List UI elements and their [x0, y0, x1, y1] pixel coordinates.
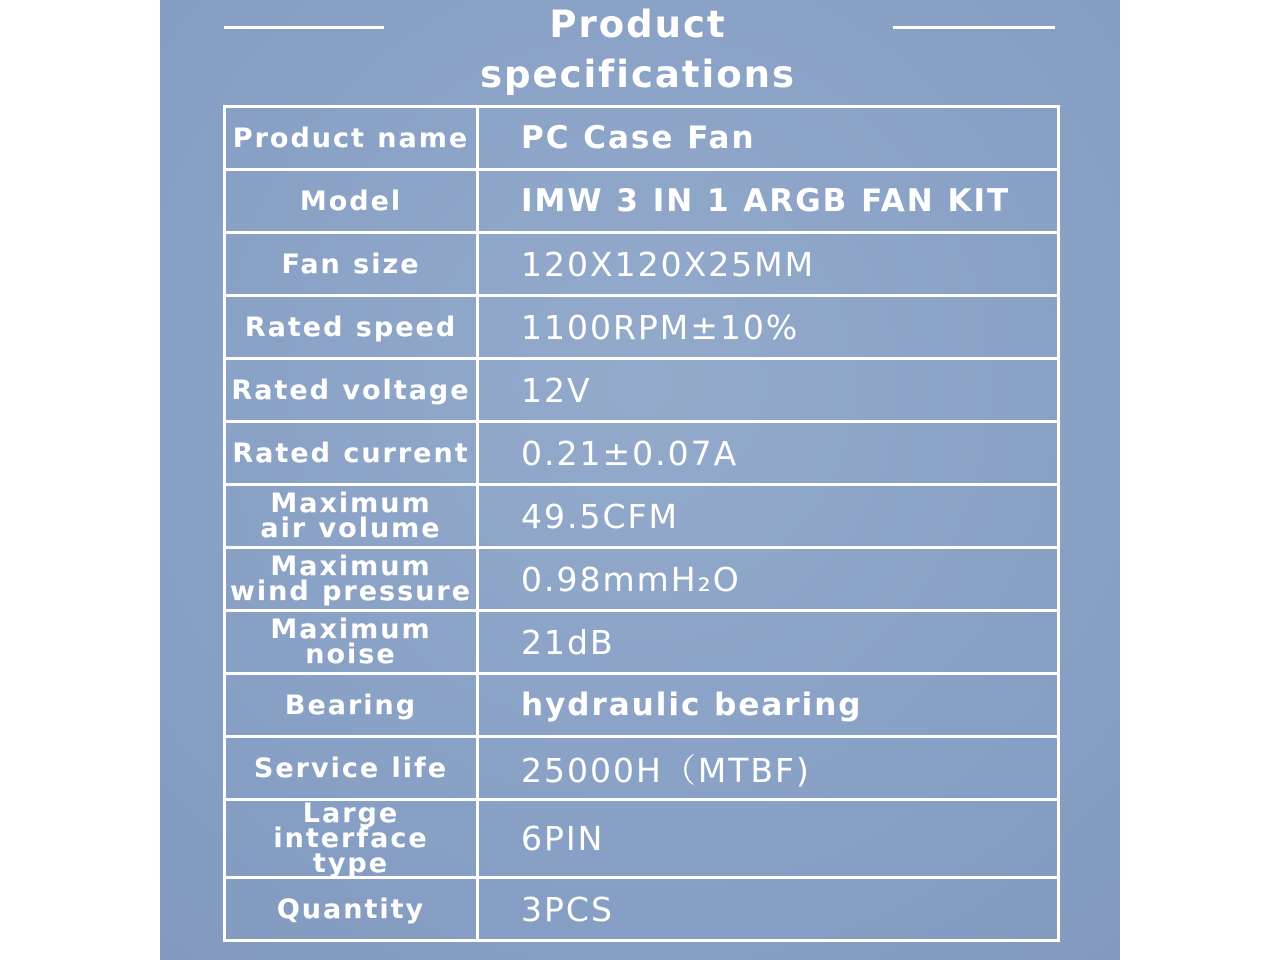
- table-row: [225, 170, 1059, 233]
- spec-label: Bearing: [225, 674, 478, 737]
- spec-label: Maximum noise: [225, 611, 478, 674]
- table-row: [225, 422, 1059, 485]
- table-row: [225, 800, 1059, 878]
- spec-table: [223, 105, 1060, 942]
- spec-label-line: Large interface: [273, 798, 429, 854]
- spec-label-line: type: [312, 848, 390, 879]
- spec-label: Fan size: [225, 233, 478, 296]
- page-title: Product specifications: [479, 3, 797, 96]
- spec-label: Model: [225, 170, 478, 233]
- spec-panel: [160, 0, 1120, 960]
- spec-value: 6PIN: [478, 800, 1059, 878]
- table-row: [225, 107, 1059, 170]
- spec-label: Rated voltage: [225, 359, 478, 422]
- spec-value: PC Case Fan: [478, 107, 1059, 170]
- spec-label: Quantity: [225, 878, 478, 941]
- spec-value: 21dB: [478, 611, 1059, 674]
- spec-label-line: Maximum: [270, 488, 432, 519]
- spec-value: 0.21±0.07A: [478, 422, 1059, 485]
- table-row: [225, 878, 1059, 941]
- spec-value: 25000H（MTBF): [478, 737, 1059, 800]
- spec-value: 49.5CFM: [478, 485, 1059, 548]
- spec-value: hydraulic bearing: [478, 674, 1059, 737]
- title-divider-right: [893, 26, 1055, 29]
- table-row: [225, 737, 1059, 800]
- spec-value: 0.98mmH₂O: [478, 548, 1059, 611]
- spec-label: Service life: [225, 737, 478, 800]
- table-row: [225, 485, 1059, 548]
- spec-label: [225, 548, 478, 611]
- spec-label: Rated speed: [225, 296, 478, 359]
- table-row: [225, 611, 1059, 674]
- spec-label: Rated current: [225, 422, 478, 485]
- title-divider-left: [224, 26, 384, 29]
- spec-label: [225, 485, 478, 548]
- table-row: [225, 359, 1059, 422]
- table-row: [225, 233, 1059, 296]
- spec-label: Product name: [225, 107, 478, 170]
- spec-label-line: Maximum: [270, 551, 432, 582]
- spec-value: IMW 3 IN 1 ARGB FAN KIT: [478, 170, 1059, 233]
- spec-label-line: air volume: [260, 513, 442, 544]
- spec-label: [225, 800, 478, 878]
- title-row: [160, 0, 1120, 96]
- spec-value: 1100RPM±10%: [478, 296, 1059, 359]
- table-row: [225, 296, 1059, 359]
- spec-value: 120X120X25MM: [478, 233, 1059, 296]
- spec-value: 12V: [478, 359, 1059, 422]
- spec-label-line: wind pressure: [229, 576, 473, 607]
- spec-value: 3PCS: [478, 878, 1059, 941]
- table-row: [225, 548, 1059, 611]
- table-row: [225, 674, 1059, 737]
